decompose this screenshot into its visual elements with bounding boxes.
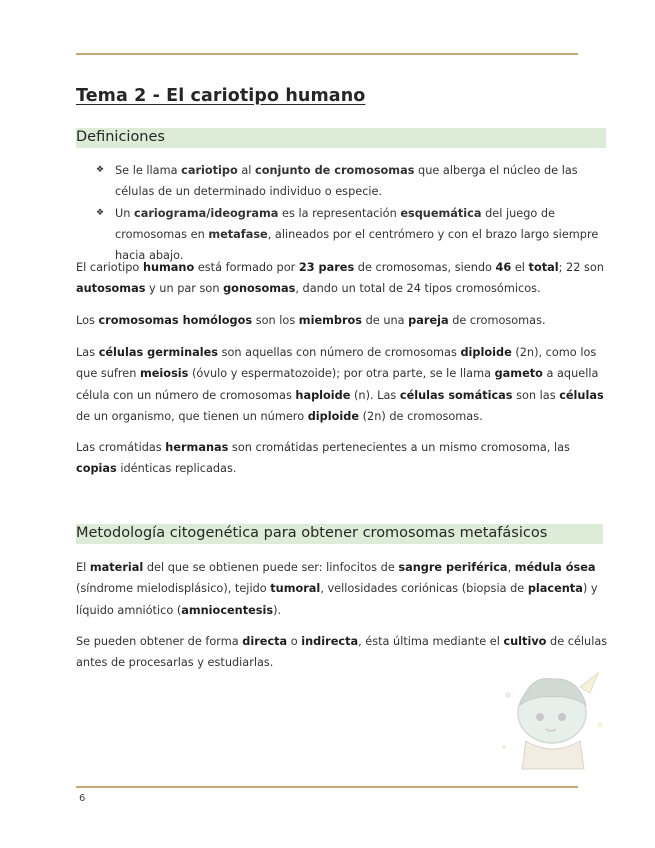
bold-term: indirecta [301, 635, 359, 648]
bold-term: gonosomas [223, 282, 296, 296]
bold-term: conjunto de cromosomas [255, 164, 415, 177]
paragraph-text: Las células germinales son aquellas con número de cromosomas diploide (2n), como los que sufren meiosis (óvulo y espermatozoide); por otra parte, se le llama gameto a aquella célula con un número de cromosomas haploide (n). Las células somáticas son las células de un organismo, que tienen un número diploide (2n) de cromosomas. [76, 346, 604, 423]
bold-term: cariograma/ideograma [134, 206, 279, 220]
paragraph [76, 310, 608, 331]
top-rule [76, 53, 578, 55]
paragraph [76, 342, 608, 427]
bold-term: autosomas [76, 282, 146, 296]
bold-term: directa [242, 635, 288, 648]
section-header-metodologia [76, 524, 603, 544]
section-header-definiciones [76, 128, 606, 148]
bullet-text: Se le llama cariotipo al conjunto de cromosomas que alberga el núcleo de las células de un determinado individuo o especie. [115, 164, 578, 199]
paragraph-text: Los cromosomas homólogos son los miembros de una pareja de cromosomas. [76, 314, 546, 327]
bold-term: material [89, 561, 144, 574]
paragraph-text: El cariotipo humano está formado por 23 pares de cromosomas, siendo 46 el total; 22 son autosomas y un par son gonosomas, dando un total de 24 tipos cromosómicos. [76, 261, 604, 296]
chibi-character-watermark-icon [490, 665, 615, 777]
bold-term: 23 pares [298, 261, 355, 274]
bold-term: esquemática [400, 206, 482, 220]
bold-term: pareja [408, 314, 449, 327]
paragraph-text: El material del que se obtienen puede ser: linfocitos de sangre periférica, médula ósea (síndrome mielodisplásico), tejido tumoral, vellosidades coriónicas (biopsia de placenta) y líquido amniótico (amniocentesis). [76, 561, 598, 617]
bullet-text: Un cariograma/ideograma es la representación esquemática del juego de cromosomas en metafase, alineados por el centrómero y con el brazo largo siempre hacia abajo. [115, 206, 599, 263]
bold-term: diploide [307, 409, 360, 423]
bold-term: tumoral [270, 582, 321, 596]
bold-term: sangre periférica [398, 561, 508, 574]
bold-term: células germinales [98, 346, 219, 359]
bold-term: células somáticas [399, 388, 513, 402]
bold-term: células [559, 388, 604, 402]
definitions-list [96, 160, 608, 266]
bold-term: médula ósea [514, 561, 596, 574]
bold-term: copias [76, 462, 117, 476]
paragraph [76, 557, 608, 621]
page-number: 6 [79, 793, 86, 804]
bold-term: diploide [460, 346, 512, 359]
bottom-rule [76, 786, 578, 788]
paragraph-text: Se pueden obtener de forma directa o indirecta, ésta última mediante el cultivo de células antes de procesarlas y estudiarlas. [76, 635, 608, 670]
bold-term: cromosomas homólogos [98, 314, 253, 327]
bold-term: haploide [295, 388, 351, 402]
paragraph-text: Las cromátidas hermanas son cromátidas pertenecientes a un mismo cromosoma, las copias idénticas replicadas. [76, 441, 570, 476]
diamond-bullet-icon: ❖ [96, 165, 105, 175]
bold-term: humano [142, 261, 195, 274]
section-header-label: Metodología citogenética para obtener cromosomas metafásicos [76, 525, 548, 541]
bold-term: gameto [494, 367, 543, 381]
bold-term: amniocentesis [181, 603, 274, 617]
bold-term: 46 [495, 261, 512, 274]
bold-term: total [528, 261, 559, 274]
bold-term: cariotipo [181, 164, 238, 177]
paragraph [76, 437, 608, 480]
paragraph [76, 257, 608, 300]
section-header-label: Definiciones [76, 129, 165, 145]
list-item [96, 160, 608, 203]
diamond-bullet-icon: ❖ [96, 207, 105, 218]
bold-term: placenta [527, 582, 583, 596]
bold-term: hermanas [165, 441, 229, 454]
bold-term: cultivo [503, 635, 547, 648]
bold-term: metafase [208, 227, 268, 241]
bold-term: meiosis [140, 367, 189, 381]
bold-term: miembros [298, 314, 363, 327]
page-title: Tema 2 - El cariotipo humano [76, 86, 366, 106]
